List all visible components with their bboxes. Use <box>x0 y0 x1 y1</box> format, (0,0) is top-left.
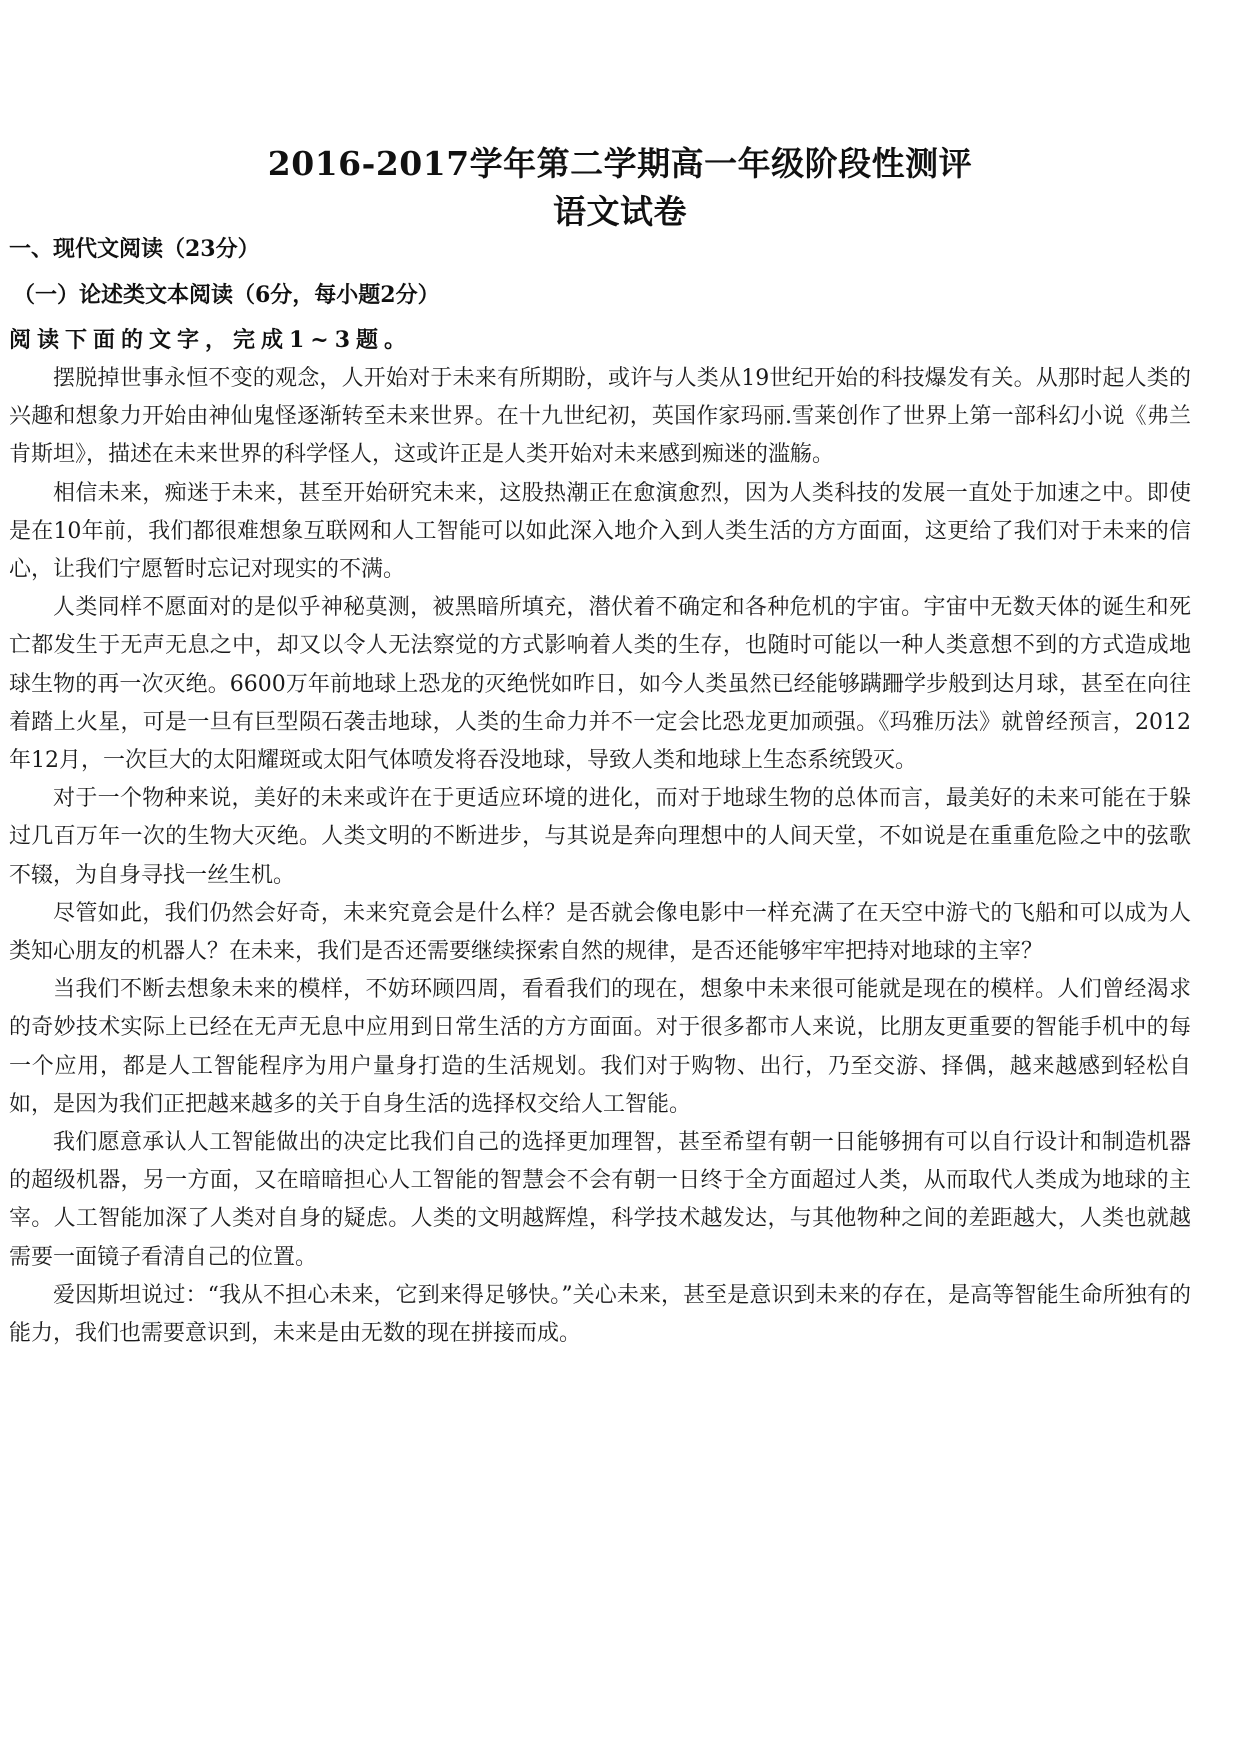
section-heading: 一、现代文阅读（23分） <box>9 236 260 262</box>
passage-paragraph: 摆脱掉世事永恒不变的观念，人开始对于未来有所期盼，或许与人类从19世纪开始的科技爆发有关。从那时起人类的兴趣和想象力开始由神仙鬼怪逐渐转至未来世界。在十九世纪初，英国作家玛丽.雪莱创作了世界上第一部科幻小说《弗兰肯斯坦》，描述在未来世界的科学怪人，这或许正是人类开始对未来感到痴迷的滥觞。 <box>9 366 1191 468</box>
passage-paragraph: 我们愿意承认人工智能做出的决定比我们自己的选择更加理智，甚至希望有朝一日能够拥有可以自行设计和制造机器的超级机器，另一方面，又在暗暗担心人工智能的智慧会不会有朝一日终于全方面超过人类，从而取代人类成为地球的主宰。人工智能加深了人类对自身的疑虑。人类的文明越辉煌，科学技术越发达，与其他物种之间的差距越大，人类也就越需要一面镜子看清自己的位置。 <box>9 1130 1191 1270</box>
reading-passage <box>9 360 1191 1353</box>
sub-section-heading: （一）论述类文本阅读（6分，每小题2分） <box>13 282 440 308</box>
exam-title: 2016-2017学年第二学期高一年级阶段性测评 <box>267 144 973 183</box>
passage-paragraph: 尽管如此，我们仍然会好奇，未来究竟会是什么样？是否就会像电影中一样充满了在天空中游弋的飞船和可以成为人类知心朋友的机器人？在未来，我们是否还需要继续探索自然的规律，是否还能够牢牢把持对地球的主宰？ <box>9 900 1191 965</box>
passage-paragraph: 对于一个物种来说，美好的未来或许在于更适应环境的进化，而对于地球生物的总体而言，最美好的未来可能在于躲过几百万年一次的生物大灭绝。人类文明的不断进步，与其说是奔向理想中的人间天堂，不如说是在重重危险之中的弦歌不辍，为自身寻找一丝生机。 <box>9 786 1191 888</box>
passage-paragraph: 相信未来，痴迷于未来，甚至开始研究未来，这股热潮正在愈演愈烈，因为人类科技的发展一直处于加速之中。即使是在10年前，我们都很难想象互联网和人工智能可以如此深入地介入到人类生活的方方面面，这更给了我们对于未来的信心，让我们宁愿暂时忘记对现实的不满。 <box>9 480 1191 583</box>
passage-paragraph: 当我们不断去想象未来的模样，不妨环顾四周，看看我们的现在，想象中未来很可能就是现在的模样。人们曾经渴求的奇妙技术实际上已经在无声无息中应用到日常生活的方方面面。对于很多都市人来说，比朋友更重要的智能手机中的每一个应用，都是人工智能程序为用户量身打造的生活规划。我们对于购物、出行，乃至交游、择偶，越来越感到轻松自如，是因为我们正把越来越多的关于自身生活的选择权交给人工智能。 <box>9 977 1191 1117</box>
reading-instruction: 阅读下面的文字，完成1~3题。 <box>9 327 413 353</box>
passage-paragraph: 爱因斯坦说过：“我从不担心未来，它到来得足够快。”关心未来，甚至是意识到未来的存在，是高等智能生命所独有的能力，我们也需要意识到，未来是由无数的现在拼接而成。 <box>9 1282 1191 1347</box>
passage-paragraph: 人类同样不愿面对的是似乎神秘莫测，被黑暗所填充，潜伏着不确定和各种危机的宇宙。宇宙中无数天体的诞生和死亡都发生于无声无息之中，却又以令人无法察觉的方式影响着人类的生存，也随时可能以一种人类意想不到的方式造成地球生物的再一次灭绝。6600万年前地球上恐龙的灭绝恍如昨日，如今人类虽然已经能够蹒跚学步般到达月球，甚至在向往着踏上火星，可是一旦有巨型陨石袭击地球，人类的生命力并不一定会比恐龙更加顽强。《玛雅历法》就曾经预言，2012年12月，一次巨大的太阳耀斑或太阳气体喷发将吞没地球，导致人类和地球上生态系统毁灭。 <box>9 595 1191 774</box>
exam-subject-title: 语文试卷 <box>553 192 687 231</box>
